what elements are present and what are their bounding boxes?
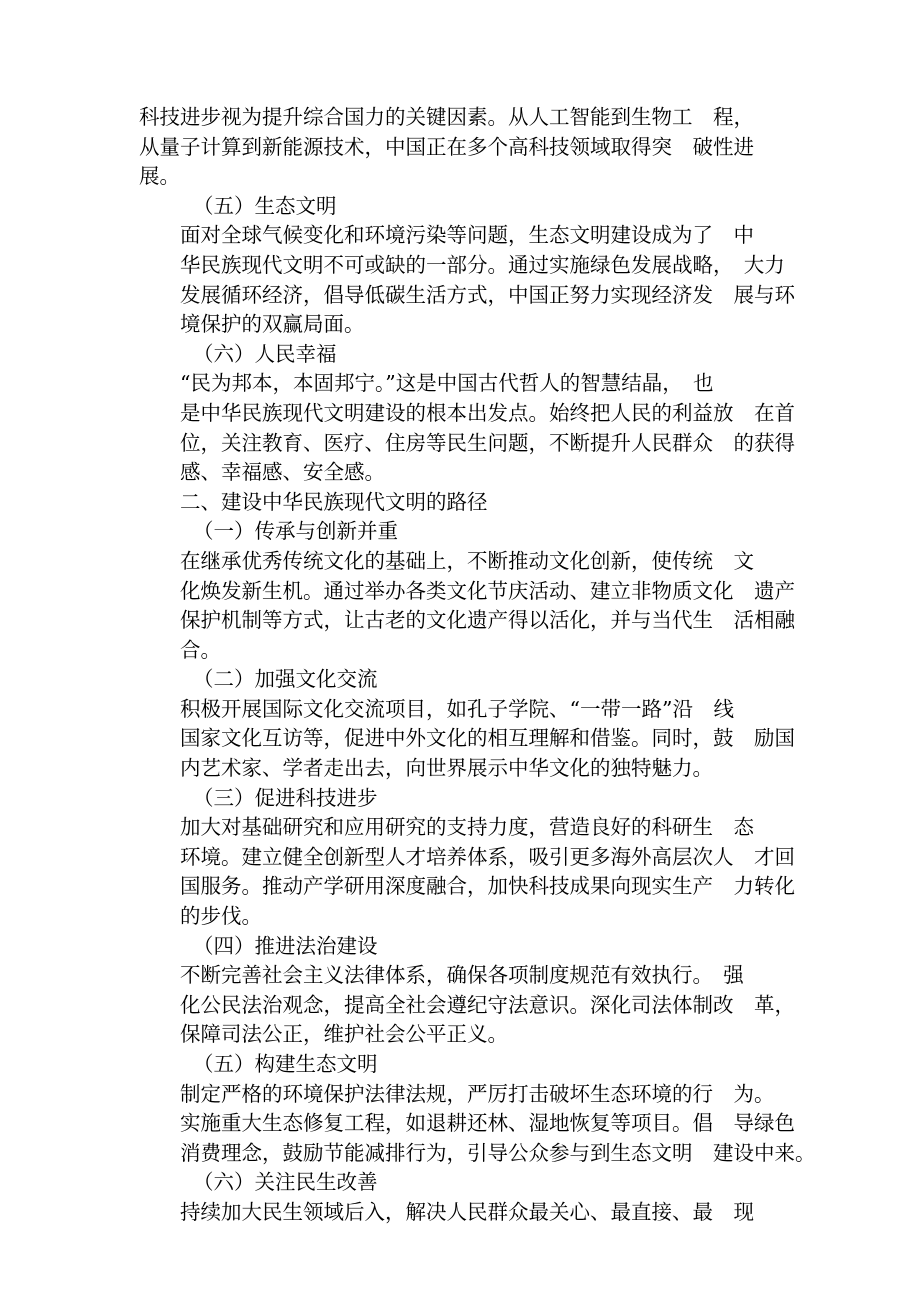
paragraph-line: 积极开展国际文化交流项目，如孔子学院、“一带一路”沿 线 [180, 696, 734, 721]
subsection-heading: （三）促进科技进步 [193, 785, 378, 810]
section-heading: 二、建设中华民族现代文明的路径 [180, 489, 488, 514]
paragraph-line: 保障司法公正，维护社会公平正义。 [180, 1022, 508, 1047]
body-paragraph [139, 547, 820, 665]
subsection-heading: （六）关注民生改善 [193, 1170, 378, 1195]
paragraph-line: 化焕发新生机。通过举办各类文化节庆活动、建立非物质文化 遗产 [180, 578, 795, 603]
paragraph-line: 发展循环经济，倡导低碳生活方式，中国正努力实现经济发 展与环 [180, 282, 795, 307]
paragraph-line: 合。 [180, 637, 221, 662]
paragraph-line: 从量子计算到新能源技术，中国正在多个高科技领域取得突 破性进 [139, 134, 754, 159]
subsection-heading: （五）生态文明 [193, 193, 337, 218]
body-paragraph [139, 369, 820, 487]
paragraph-line: 持续加大民生领域后入，解决人民群众最关心、最直接、最 现 [180, 1199, 754, 1224]
paragraph-line: 不断完善社会主义法律体系，确保各项制度规范有效执行。 强 [180, 963, 744, 988]
paragraph-line: 制定严格的环境保护法律法规，严厉打击破坏生态环境的行 为。 [180, 1081, 775, 1106]
paragraph-line: 位，关注教育、医疗、住房等民生问题，不断提升人民群众 的获得 [180, 430, 795, 455]
subsection-heading: （二）加强文化交流 [193, 667, 378, 692]
paragraph-line: 化公民法治观念，提高全社会遵纪守法意识。深化司法体制改 革， [180, 992, 795, 1017]
subsection-heading: （一）传承与创新并重 [193, 519, 398, 544]
body-paragraph [139, 813, 820, 931]
subsection-heading: （四）推进法治建设 [193, 933, 378, 958]
body-paragraph [139, 221, 820, 339]
paragraph-line: 环境。建立健全创新型人才培养体系，吸引更多海外高层次人 才回 [180, 844, 795, 869]
paragraph-line: 科技进步视为提升综合国力的关键因素。从人工智能到生物工 程， [139, 105, 754, 129]
paragraph-line: 实施重大生态修复工程，如退耕还林、湿地恢复等项目。倡 导绿色 [180, 1111, 795, 1136]
paragraph-line: 是中华民族现代文明建设的根本出发点。始终把人民的利益放 在首 [180, 400, 795, 425]
paragraph-line: 内艺术家、学者走出去，向世界展示中华文化的独特魅力。 [180, 756, 713, 781]
paragraph-line: 面对全球气候变化和环境污染等问题，生态文明建设成为了 中 [180, 223, 754, 248]
body-paragraph [139, 103, 820, 192]
paragraph-line: 保护机制等方式，让古老的文化遗产得以活化，并与当代生 活相融 [180, 608, 795, 633]
paragraph-line: 感、幸福感、安全感。 [180, 460, 385, 485]
paragraph-line: 国服务。推动产学研用深度融合，加快科技成果向现实生产 力转化 [180, 874, 795, 899]
paragraph-line: 加大对基础研究和应用研究的支持力度，营造良好的科研生 态 [180, 815, 754, 840]
body-paragraph [139, 1198, 820, 1228]
paragraph-line: 的步伐。 [180, 904, 262, 929]
paragraph-line: 消费理念，鼓励节能减排行为，引导公众参与到生态文明 建设中来。 [180, 1140, 816, 1165]
paragraph-line: 在继承优秀传统文化的基础上，不断推动文化创新，使传统 文 [180, 548, 754, 573]
body-paragraph [139, 961, 820, 1050]
paragraph-line: 国家文化互访等，促进中外文化的相互理解和借鉴。同时，鼓 励国 [180, 726, 795, 751]
body-paragraph [139, 1080, 820, 1169]
paragraph-line: 展。 [139, 164, 180, 189]
paragraph-line: “民为邦本，本固邦宁。”这是中国古代哲人的智慧结晶， 也 [180, 371, 714, 396]
subsection-heading: （六）人民幸福 [193, 341, 337, 366]
subsection-heading: （五）构建生态文明 [193, 1052, 378, 1076]
body-paragraph [139, 695, 820, 784]
paragraph-line: 华民族现代文明不可或缺的一部分。通过实施绿色发展战略， 大力 [180, 252, 785, 277]
paragraph-line: 境保护的双赢局面。 [180, 312, 365, 337]
